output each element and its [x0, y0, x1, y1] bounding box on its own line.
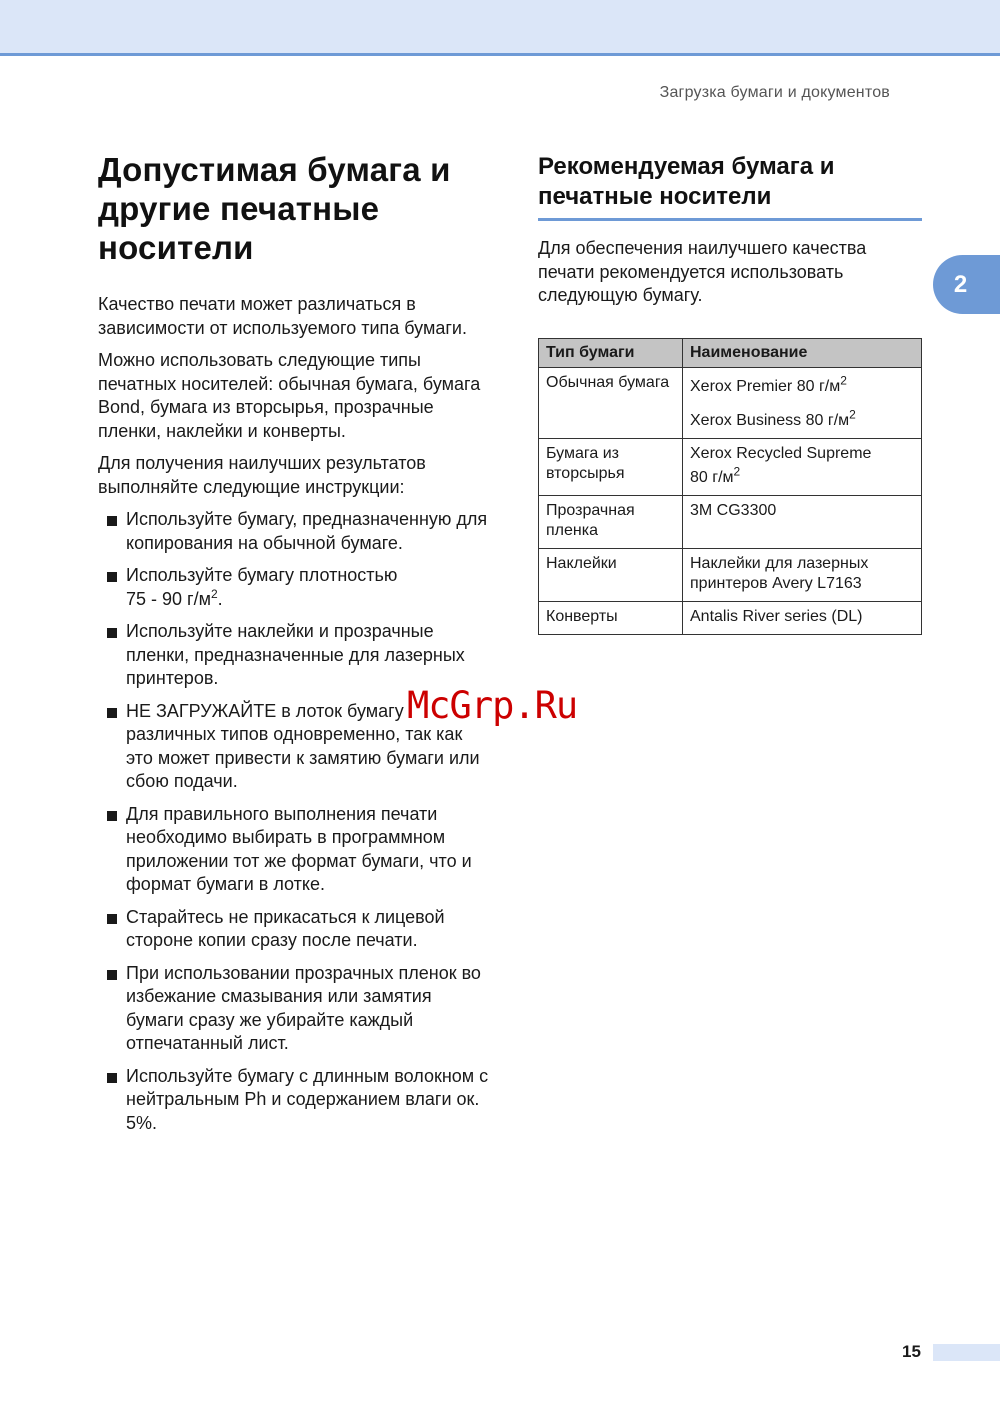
page-title: Допустимая бумага и другие печатные носители [98, 151, 451, 266]
table-row [539, 548, 922, 601]
list-item: Старайтесь не прикасаться к лицевой стороне копии сразу после печати. [98, 906, 493, 953]
paragraph: Можно использовать следующие типы печатных носителей: обычная бумага, бумага Bond, бумага из вторсырья, прозрачные пленки, наклейки и конверты. [98, 350, 481, 441]
list-item: Используйте наклейки и прозрачные пленки, предназначенные для лазерных принтеров. [98, 620, 493, 691]
bullet-square-icon [107, 1073, 117, 1083]
chapter-tab: 2 [933, 255, 1000, 314]
paper-name-cell: 3M CG3300 [683, 495, 922, 548]
bullet-square-icon [107, 708, 117, 718]
paper-name-cell: Xerox Premier 80 $г/м^2$ Xerox Business 80 $г/м^2$ [683, 367, 922, 438]
paper-type-cell: Прозрачная пленка [539, 495, 683, 548]
list-item: НЕ ЗАГРУЖАЙТЕ в лоток бумагу различных типов одновременно, так как это может привести к замятию бумаги или сбою подачи. [98, 700, 493, 794]
bullet-square-icon [107, 914, 117, 924]
intro-paragraph: Для обеспечения наилучшего качества печати рекомендуется использовать следующую бумагу. [538, 238, 867, 305]
bullet-square-icon [107, 811, 117, 821]
paper-table [538, 338, 922, 635]
bullet-square-icon [107, 572, 117, 582]
right-column [538, 152, 922, 635]
list-item: Используйте бумагу, предназначенную для копирования на обычной бумаге. [98, 508, 493, 555]
list-item: Для правильного выполнения печати необходимо выбирать в программном приложении тот же формат бумаги, что и формат бумаги в лотке. [98, 803, 493, 897]
paragraph: Для получения наилучших результатов выполняйте следующие инструкции: [98, 453, 426, 497]
bullet-square-icon [107, 628, 117, 638]
watermark: McGrp.Ru [407, 684, 578, 727]
paper-name-cell: Xerox Recycled Supreme 80 $г/м^2$ [683, 438, 922, 495]
instruction-list [98, 508, 493, 1135]
list-item: Используйте бумагу плотностью 75 - 90 $г/м^2$. [98, 564, 493, 611]
paper-type-cell: Наклейки [539, 548, 683, 601]
table-header-row [539, 338, 922, 367]
top-band [0, 0, 1000, 56]
paper-name-cell: Antalis River series (DL) [683, 601, 922, 634]
left-column [98, 150, 493, 1144]
title-underline [538, 218, 922, 221]
table-row [539, 438, 922, 495]
section-title: Рекомендуемая бумага и печатные носители [538, 153, 835, 210]
column-header: Наименование [683, 338, 922, 367]
page-number-band [933, 1344, 1000, 1361]
paper-type-cell: Бумага из вторсырья [539, 438, 683, 495]
table-row [539, 367, 922, 438]
running-header: Загрузка бумаги и документов [659, 84, 890, 101]
bullet-square-icon [107, 516, 117, 526]
page-number: 15 [902, 1342, 921, 1361]
column-header: Тип бумаги [539, 338, 683, 367]
paper-name-cell: Наклейки для лазерных принтеров Avery L7163 [683, 548, 922, 601]
bullet-square-icon [107, 970, 117, 980]
list-item: При использовании прозрачных пленок во избежание смазывания или замятия бумаги сразу же убирайте каждый отпечатанный лист. [98, 962, 493, 1056]
list-item: Используйте бумагу с длинным волокном с нейтральным Ph и содержанием влаги ок. 5%. [98, 1065, 493, 1136]
table-row [539, 495, 922, 548]
table-row [539, 601, 922, 634]
paragraph: Качество печати может различаться в зависимости от используемого типа бумаги. [98, 294, 467, 338]
paper-type-cell: Конверты [539, 601, 683, 634]
paper-type-cell: Обычная бумага [539, 367, 683, 438]
